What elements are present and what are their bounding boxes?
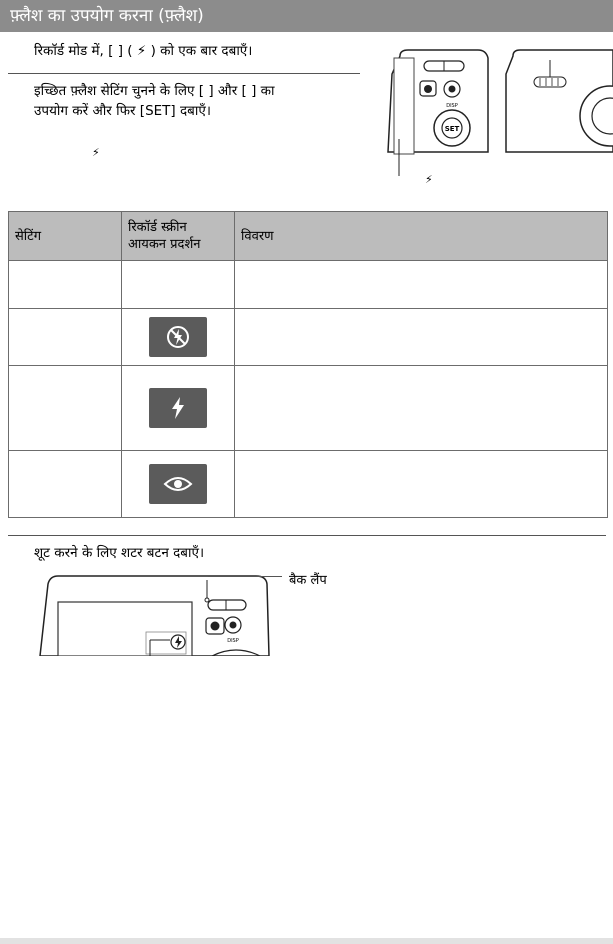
table-row — [9, 261, 608, 309]
flash-indicator-icon: ⚡ — [92, 146, 100, 159]
column-header-setting: सेटिंग — [9, 212, 122, 261]
table-row — [9, 366, 608, 451]
flash-settings-table — [8, 211, 608, 518]
step-2-line-1: इच्छित फ़्लैश सेटिंग चुनने के लिए [ ] और [ ] का — [34, 83, 275, 99]
table-row — [9, 309, 608, 366]
step-3-text: शूट करने के लिए शटर बटन दबाएँ। — [34, 545, 205, 561]
table-cell-icon — [122, 366, 235, 451]
back-lamp-label: बैक लैंप — [289, 573, 327, 588]
column-header-icon-line-1: रिकॉर्ड स्क्रीन — [128, 220, 187, 235]
table-cell-setting — [9, 261, 122, 309]
table-row — [9, 451, 608, 518]
step-2-line-2: उपयोग करें और फिर [SET] दबाएँ। — [34, 103, 211, 119]
table-cell-setting — [9, 366, 122, 451]
disp-label: DISP — [227, 638, 239, 644]
camera-back-illustration — [378, 44, 613, 194]
set-button-label: SET — [444, 125, 460, 133]
section-header — [0, 0, 613, 32]
table-cell-description — [235, 261, 608, 309]
page-footer-bar — [0, 938, 613, 944]
divider — [8, 535, 606, 536]
flash-button-glyph: ⚡ — [425, 173, 433, 186]
table-cell-icon — [122, 309, 235, 366]
red-eye-icon — [149, 464, 207, 504]
divider — [8, 73, 360, 74]
column-header-icon-line-2: आयकन प्रदर्शन — [128, 237, 201, 252]
column-header-icon — [122, 212, 235, 261]
camera-back-lamp-illustration — [36, 570, 276, 656]
table-cell-setting — [9, 309, 122, 366]
table-cell-icon — [122, 451, 235, 518]
flash-off-icon — [149, 317, 207, 357]
step-1-text: रिकॉर्ड मोड में, [ ] ( ⚡ ) को एक बार दबाएँ। — [34, 43, 253, 59]
table-cell-icon — [122, 261, 235, 309]
table-cell-description — [235, 451, 608, 518]
section-title: फ़्लैश का उपयोग करना (फ़्लैश) — [10, 6, 204, 26]
back-lamp-leader-line — [208, 576, 282, 577]
column-header-description: विवरण — [235, 212, 608, 261]
disp-label: DISP — [446, 103, 458, 109]
flash-on-icon — [149, 388, 207, 428]
table-cell-setting — [9, 451, 122, 518]
table-cell-description — [235, 366, 608, 451]
table-header-row — [9, 212, 608, 261]
table-cell-description — [235, 309, 608, 366]
